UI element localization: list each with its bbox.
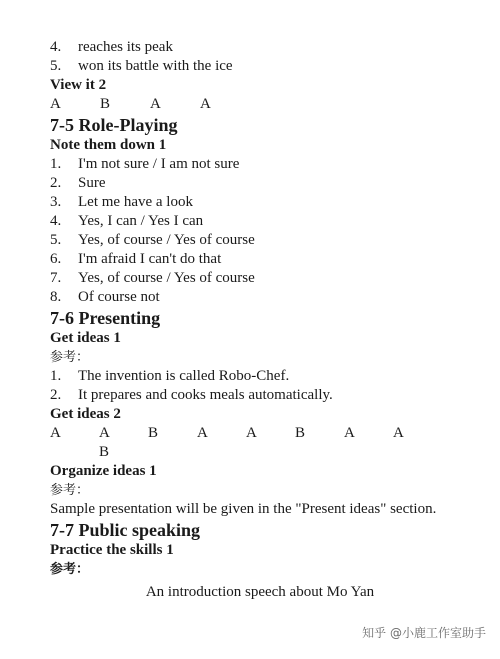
section-title-7-6: 7-6 Presenting [50,308,161,328]
answer-letter: B [100,96,111,112]
answer-letter: A [246,425,257,441]
get-ideas-1-heading: Get ideas 1 [50,330,121,346]
note-them-down-heading: Note them down 1 [50,137,167,153]
list-item [50,212,470,231]
item-number: 2. [50,175,62,191]
speech-title: An introduction speech about Mo Yan [145,584,375,600]
item-text: Sure [78,175,106,191]
list-item [50,386,470,405]
item-number: 4. [50,213,62,229]
get-ideas-2-heading: Get ideas 2 [50,406,121,422]
item-number: 2. [50,387,62,403]
item-number: 5. [50,58,62,74]
answer-letter: A [150,96,161,112]
item-number: 3. [50,194,62,210]
section-title-7-5: 7-5 Role-Playing [50,115,178,135]
list-item [50,174,470,193]
answer-letter: A [197,425,208,441]
view-it-2-answers [50,95,470,114]
watermark: 知乎 @小鹿工作室助手 [362,626,486,640]
reference-label: 参考： [50,483,90,498]
item-number: 1. [50,368,62,384]
item-text: Yes, I can / Yes I can [78,213,204,229]
view-it-2-heading: View it 2 [50,77,107,93]
item-number: 6. [50,251,62,267]
practice-skills-heading: Practice the skills 1 [50,542,174,558]
item-number: 4. [50,39,62,55]
item-text: Let me have a look [78,194,193,210]
answer-letter: A [50,96,61,112]
item-text: I'm not sure / I am not sure [78,156,240,172]
answer-letter: A [50,425,61,441]
answer-letter: B [148,425,159,441]
answer-letter: A [344,425,355,441]
list-item [50,193,470,212]
reference-label: 参考： [50,562,90,577]
answer-letter: B [99,444,110,460]
reference-label: 参考： [50,350,90,365]
list-item [50,269,470,288]
get-ideas-2-answers [50,424,470,443]
item-number: 7. [50,270,62,286]
list-item [50,38,470,57]
answer-letter: A [99,425,110,441]
answer-letter: A [393,425,404,441]
item-text: The invention is called Robo-Chef. [78,368,290,384]
answer-letter: A [200,96,211,112]
list-item [50,231,470,250]
list-item [50,250,470,269]
item-text: It prepares and cooks meals automatically. [78,387,333,403]
item-text: won its battle with the ice [78,58,233,74]
get-ideas-2-answers-wrap [50,443,470,462]
answer-letter: B [295,425,306,441]
item-number: 1. [50,156,62,172]
section-title-7-7: 7-7 Public speaking [50,520,201,540]
answer-key-page [50,38,470,602]
organize-ideas-1-heading: Organize ideas 1 [50,463,157,479]
organize-ideas-text: Sample presentation will be given in the "Present ideas" section. [50,501,437,517]
item-text: Yes, of course / Yes of course [78,270,255,286]
item-text: Yes, of course / Yes of course [78,232,255,248]
list-item [50,367,470,386]
item-number: 8. [50,289,62,305]
list-item [50,288,470,307]
list-item [50,155,470,174]
item-text: Of course not [78,289,160,305]
item-text: reaches its peak [78,39,173,55]
item-text: I'm afraid I can't do that [78,251,222,267]
item-number: 5. [50,232,62,248]
list-item [50,57,470,76]
